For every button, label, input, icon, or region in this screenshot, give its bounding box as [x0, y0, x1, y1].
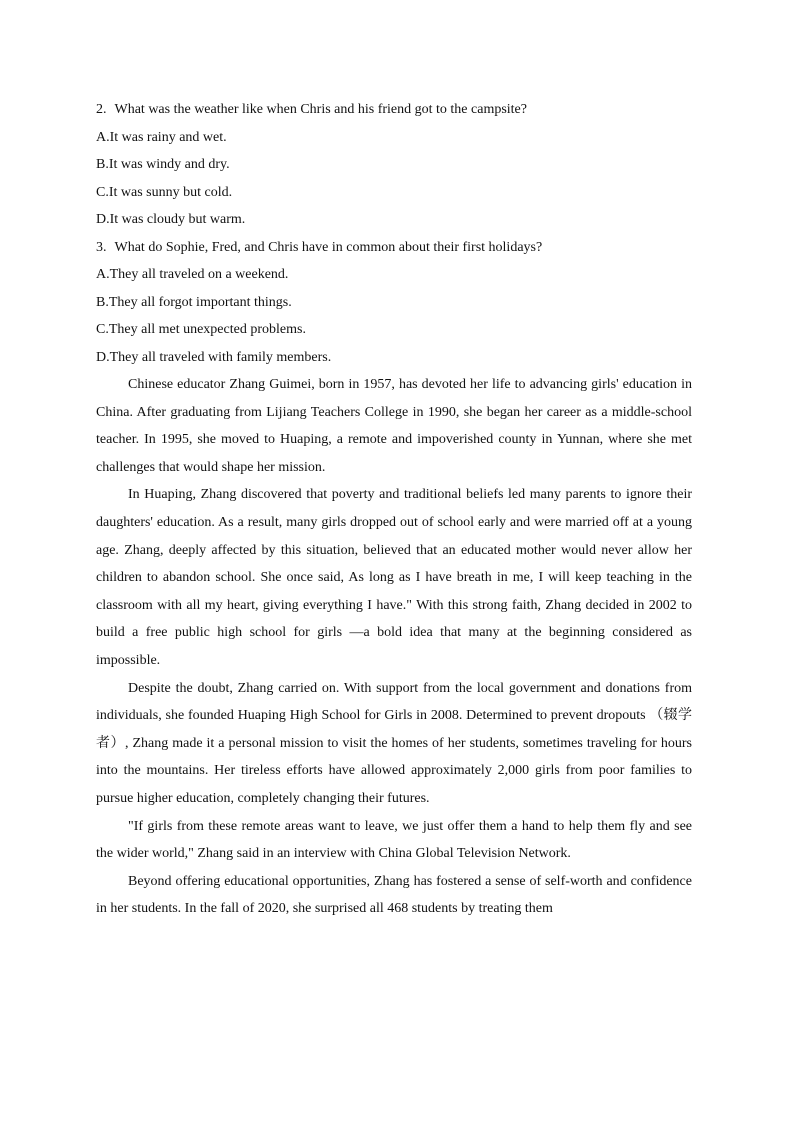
answer-option-b: B.They all forgot important things.	[96, 294, 292, 310]
passage-paragraph-5: Beyond offering educational opportunities, Zhang has fostered a sense of self-worth and confidence in her students. In the fall of 2020, she surprised all 468 students by treating them	[96, 873, 692, 917]
question-stem	[96, 96, 692, 124]
answer-option-c: C.It was sunny but cold.	[96, 184, 233, 200]
answer-option-b: B.It was windy and dry.	[96, 157, 230, 172]
question-3	[96, 234, 692, 372]
question-2	[96, 96, 692, 234]
passage-paragraph-1: Chinese educator Zhang Guimei, born in 1957, has devoted her life to advancing girls' education in China. After graduating from Lijiang Teachers College in 1990, she began her career as a middle-school teacher. In 1995, she moved to Huaping, a remote and impoverished county in Yunnan, where she met challenges that would shape her mission.	[96, 377, 692, 475]
answer-option-c: C.They all met unexpected problems.	[96, 322, 306, 337]
answer-option-a: A.It was rainy and wet.	[96, 129, 227, 145]
question-text: What was the weather like when Chris and his friend got to the campsite?	[114, 102, 527, 117]
passage-paragraph-2: In Huaping, Zhang discovered that poverty and traditional beliefs led many parents to ignore their daughters' education. As a result, many girls dropped out of school early and were married off at a young age. Zhang, deeply affected by this situation, believed that an educated mother would never allow her children to abandon school. She once said, As long as I have breath in me, I will keep teaching in the classroom with all my heart, giving everything I have." With this strong faith, Zhang decided in 2002 to build a free public high school for girls —a bold idea that many at the beginning considered as impossible.	[96, 487, 692, 668]
passage-paragraph-3: Despite the doubt, Zhang carried on. With support from the local government and donations from individuals, she founded Huaping High School for Girls in 2008. Determined to prevent dropouts （辍学者）, Zhang made it a personal mission to visit the homes of her students, sometimes traveling for hours into the mountains. Her tireless efforts have allowed approximately 2,000 girls from poor families to pursue higher education, completely changing their futures.	[96, 680, 692, 806]
answer-option-d: D.They all traveled with family members.	[96, 349, 332, 365]
document-content	[96, 96, 692, 923]
question-number: 3.	[96, 239, 107, 255]
answer-option-d: D.It was cloudy but warm.	[96, 212, 246, 227]
question-number: 2.	[96, 102, 107, 117]
question-text: What do Sophie, Fred, and Chris have in common about their first holidays?	[114, 239, 543, 255]
answer-option-a: A.They all traveled on a weekend.	[96, 267, 289, 282]
question-stem	[96, 234, 692, 262]
passage-paragraph-4: "If girls from these remote areas want to leave, we just offer them a hand to help them fly and see the wider world," Zhang said in an interview with China Global Television Network.	[96, 818, 692, 862]
reading-passage	[96, 371, 692, 923]
